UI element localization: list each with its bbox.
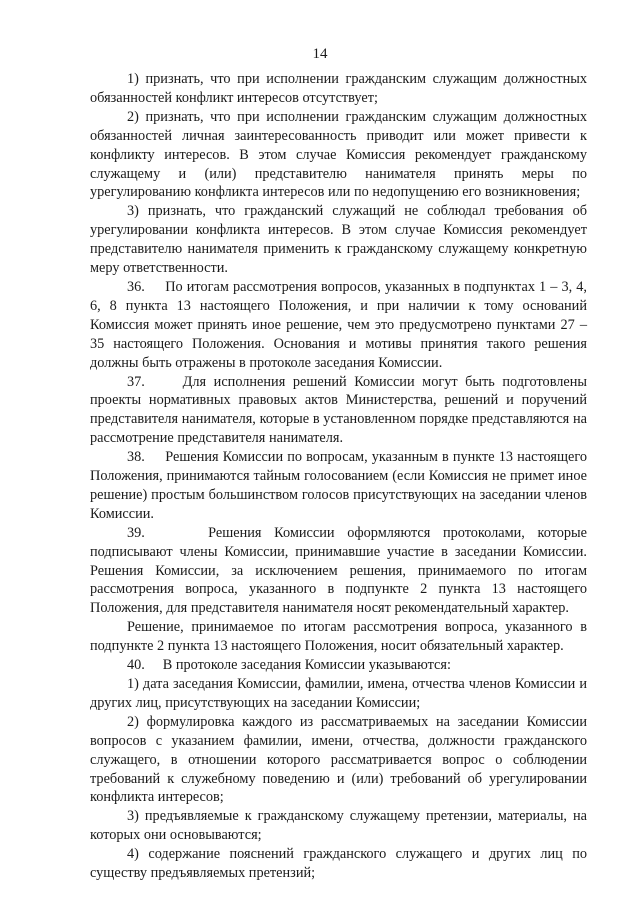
paragraph-clause-39: 39. Решения Комиссии оформляются протоколами, которые подписывают члены Комиссии, принимавшие участие в заседании Комиссии. Решения Комиссии, за исключением решения, принимаемого по итогам рассмотрения вопроса, указанного в подпункте 2 пункта 13 настоящего Положения, для представителя нанимателя носят рекомендательный характер. bbox=[90, 524, 587, 617]
paragraph-decision-3: 3) признать, что гражданский служащий не соблюдал требования об урегулировании конфликта интересов. В этом случае Комиссия рекомендует представителю нанимателя применить к гражданскому служащему конкретную меру ответственности. bbox=[90, 203, 587, 277]
paragraph-protocol-item-1: 1) дата заседания Комиссии, фамилии, имена, отчества членов Комиссии и других лиц, присутствующих на заседании Комиссии; bbox=[90, 676, 587, 711]
paragraph-protocol-item-2: 2) формулировка каждого из рассматриваемых на заседании Комиссии вопросов с указанием фамилии, имени, отчества, должности гражданского служащего, в отношении которого рассматривается вопрос о соблюдении требований к служебному поведению и (или) требований об урегулировании конфликта интересов; bbox=[90, 713, 587, 806]
paragraph-protocol-item-3: 3) предъявляемые к гражданскому служащему претензии, материалы, на которых они основываются; bbox=[90, 808, 587, 844]
paragraph-clause-36: 36. По итогам рассмотрения вопросов, указанных в подпунктах 1 – 3, 4, 6, 8 пункта 13 настоящего Положения, и при наличии к тому оснований Комиссия может принять иное решение, чем это предусмотрено пунктами 27 – 35 настоящего Положения. Основания и мотивы принятия такого решения должны быть отражены в протоколе заседания Комиссии. bbox=[90, 278, 587, 371]
paragraph-decision-1: 1) признать, что при исполнении гражданским служащим должностных обязанностей конфликт интересов отсутствует; bbox=[90, 71, 587, 106]
paragraph-clause-39-continued: Решение, принимаемое по итогам рассмотрения вопроса, указанного в подпункте 2 пункта 13 настоящего Положения, носит обязательный характер. bbox=[90, 619, 587, 655]
page-number: 14 bbox=[312, 46, 328, 62]
paragraph-decision-2: 2) признать, что при исполнении гражданским служащим должностных обязанностей личная заинтересованность приводит или может привести к конфликту интересов. В этом случае Комиссия рекомендует гражданскому служащему и (или) представителю нанимателя принять меры по урегулированию конфликта интересов или по недопущению его возникновения; bbox=[90, 108, 587, 201]
document-body bbox=[90, 70, 587, 883]
paragraph-clause-38: 38. Решения Комиссии по вопросам, указанным в пункте 13 настоящего Положения, принимаются тайным голосованием (если Комиссия не примет иное решение) простым большинством голосов присутствующих на заседании членов Комиссии. bbox=[90, 449, 587, 522]
paragraph-protocol-item-4: 4) содержание пояснений гражданского служащего и других лиц по существу предъявляемых претензий; bbox=[90, 846, 587, 882]
paragraph-clause-37: 37. Для исполнения решений Комиссии могут быть подготовлены проекты нормативных правовых актов Министерства, решений и поручений представителя нанимателя, которые в установленном порядке представляются на рассмотрение представителя нанимателя. bbox=[90, 373, 587, 447]
paragraph-clause-40: 40. В протоколе заседания Комиссии указываются: bbox=[127, 657, 451, 674]
